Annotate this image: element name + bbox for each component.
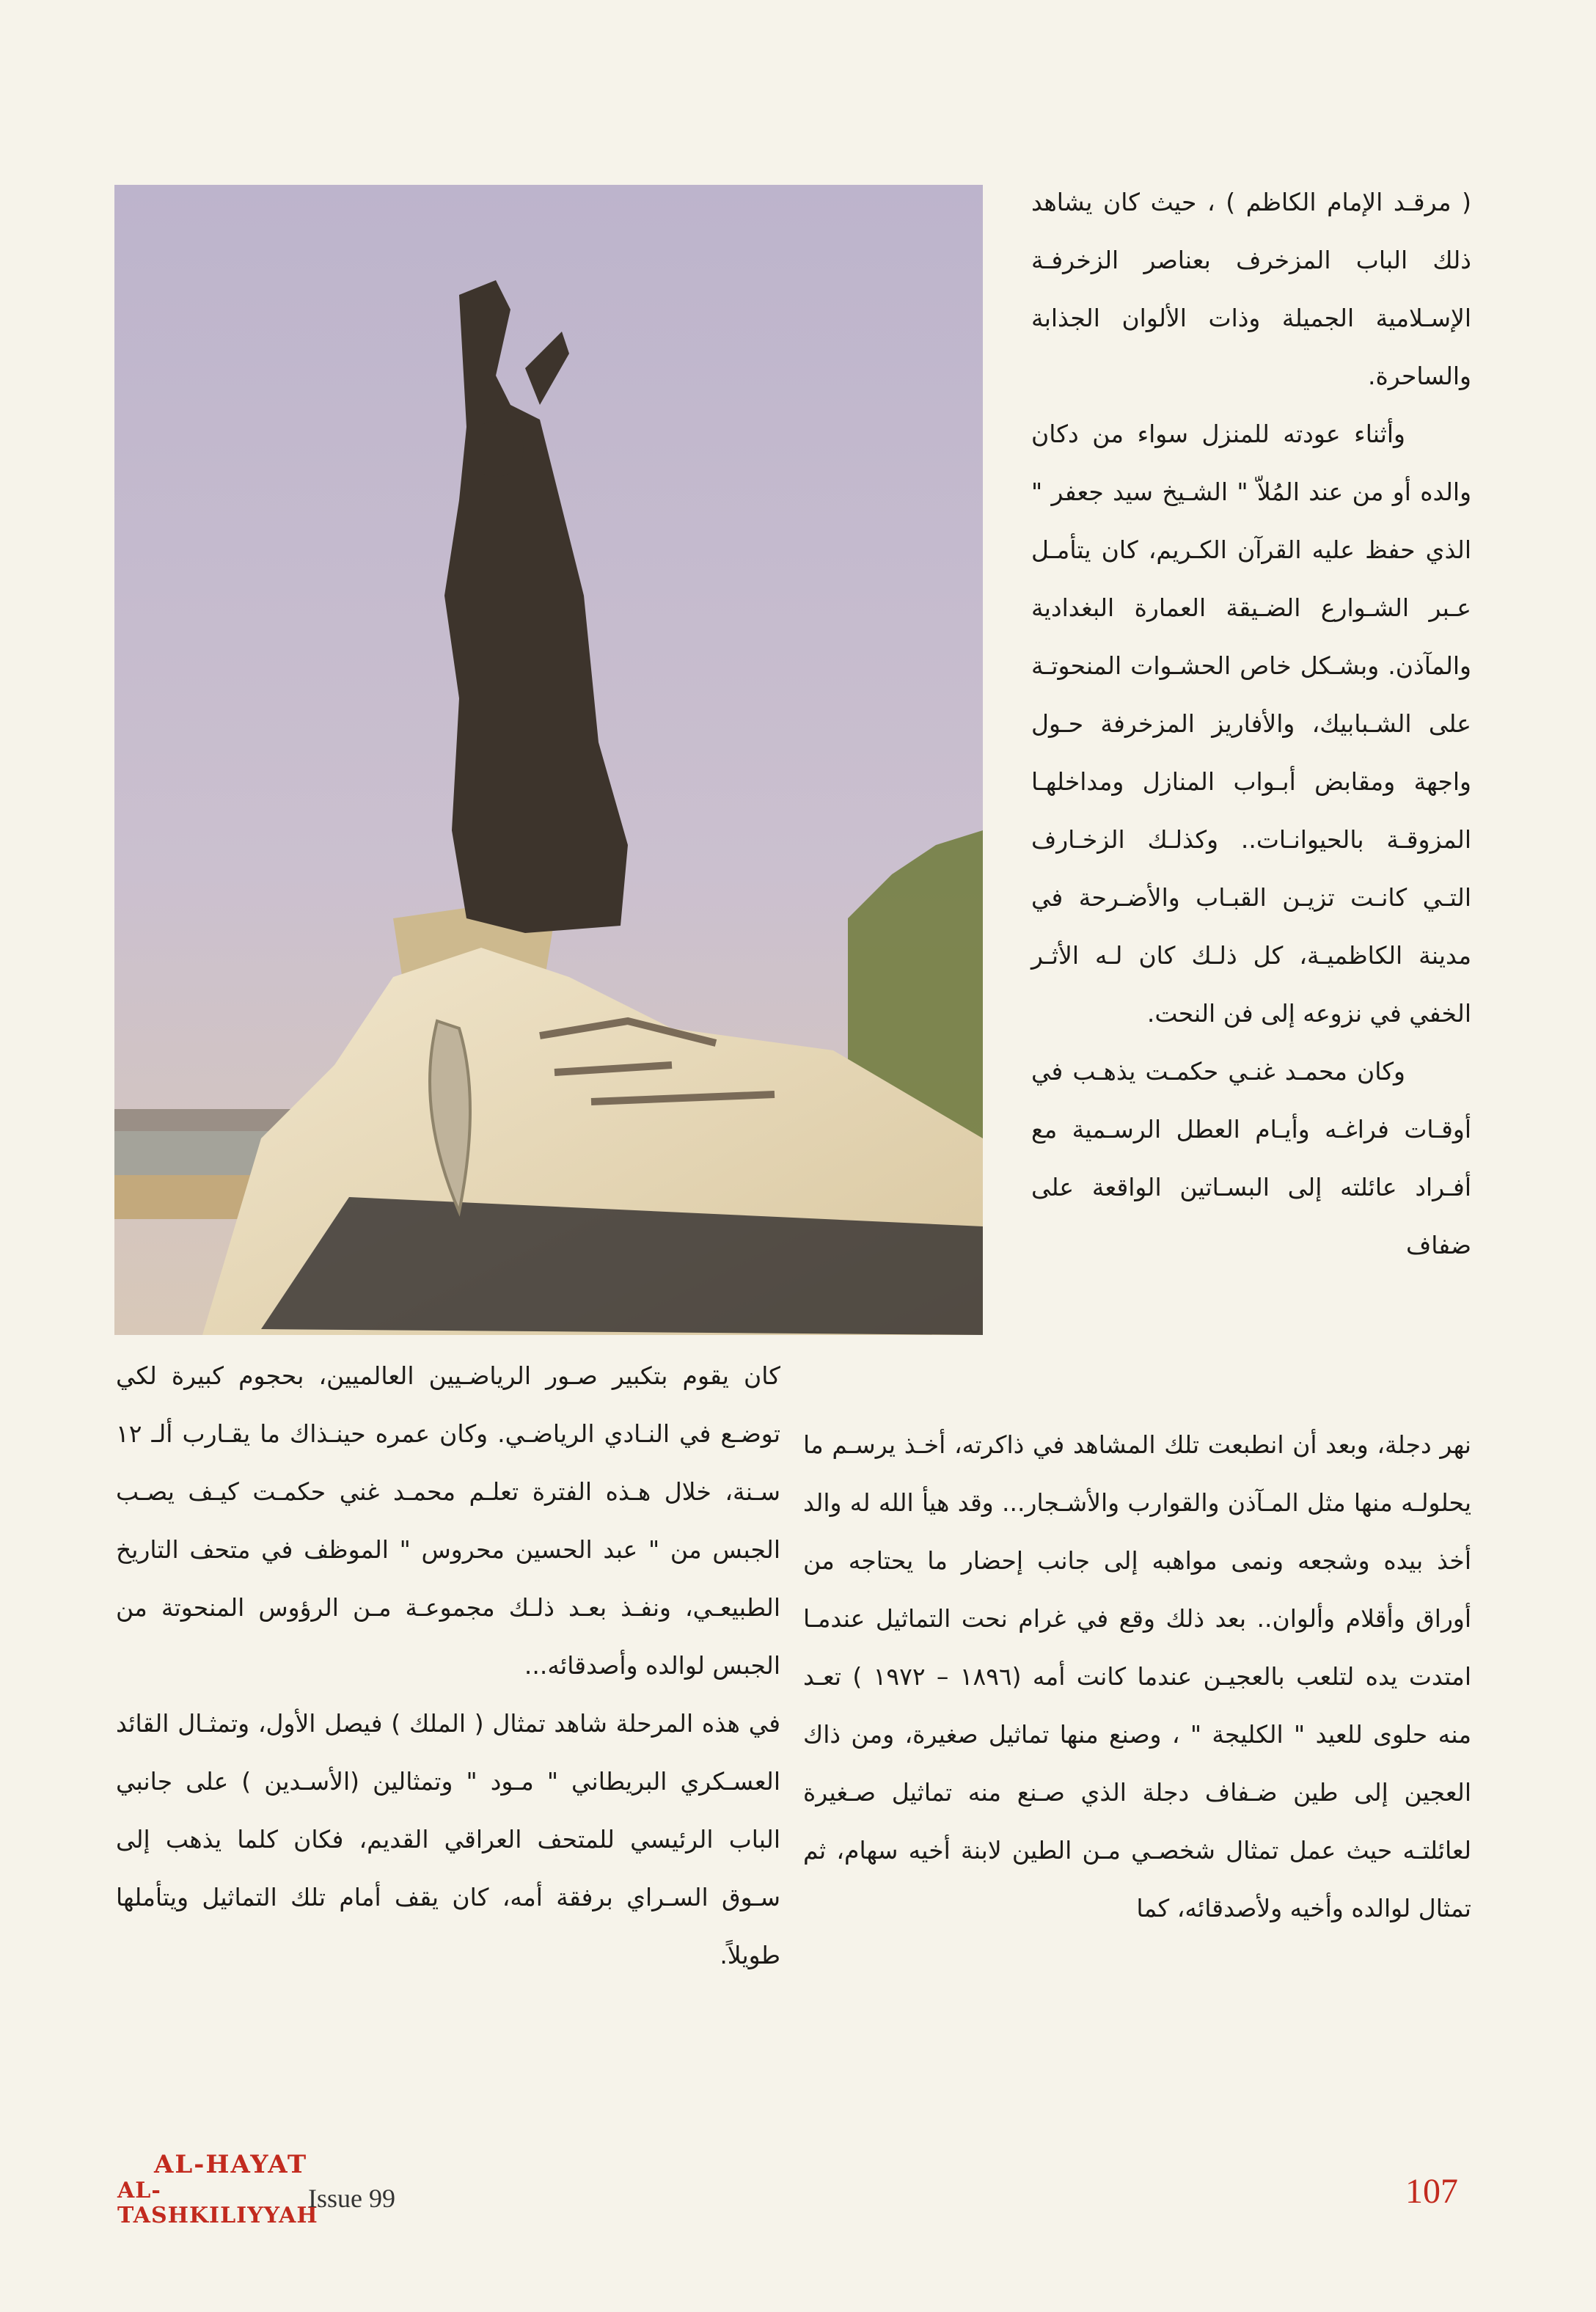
paragraph: في هذه المرحلة شاهد تمثال ( الملك ) فيصل الأول، وتمثـال القائد العسـكري البريطاني " مـود " وتمثالين (الأسـدين ) على جانبي الباب الرئيسي للمتحف العراقي القديم، فكان كلما يذهب إلى سـوق السـراي برفقة أمه، كان يقف أمام تلك التماثيل ويتأملها طويلاً. <box>116 1709 780 1969</box>
paragraph: كان يقوم بتكبير صـور الرياضـيين العالميين، بحجوم كبيرة لكي توضـع في النـادي الرياضـي. وكان عمره حينـذاك ما يقـارب ألـ ١٢ سـنة، خلال هـذه الفترة تعلـم محمـد غني حكمـت كيـف يصـب الجبس من " عبد الحسين محروس " الموظف في متحف التاريخ الطبيعـي، ونفـذ بعـد ذلـك مجموعـة مـن الرؤوس المنحوتة من الجبس لوالده وأصدقائه... <box>116 1361 780 1680</box>
statue-illustration <box>114 185 983 1335</box>
paragraph: نهر دجلة، وبعد أن انطبعت تلك المشاهد في ذاكرته، أخـذ يرسـم ما يحلولـه منها مثل المـآذن والقوارب والأشـجار... وقد هيأ الله له والد أخذ بيده وشجعه ونمى مواهبه إلى جانب إحضار ما يحتاجه من أوراق وأقلام وألوان.. بعد ذلك وقع في غرام نحت التماثيل عندمـا امتدت يده لتلعب بالعجيـن عندما كانت أمه (١٨٩٦ – ١٩٧٢ ) تعـد منه حلوى للعيد " الكليجة " ، وصنع منها تماثيل صغيرة، ومن ذاك العجين إلى طين ضـفاف دجلة الذي صـنع منه تماثيل صـغيرة لعائلتـه حيث عمل تمثال شخصـي مـن الطين لابنة أخيه سهام، ثم تمثال لوالده وأخيه ولأصدقائه، كما <box>803 1430 1472 1923</box>
article-column-left <box>116 1347 780 1984</box>
paragraph: ( مرقـد الإمام الكاظم ) ، حيث كان يشاهد ذلك الباب المزخرف بعناصر الزخرفـة الإسـلامية الجميلة وذات الألوان الجذابة والساحرة. <box>1031 188 1471 390</box>
paragraph: وأثناء عودته للمنزل سواء من دكان والده أو من عند المُلاّ " الشـيخ سيد جعفر " الذي حفظ عليه القرآن الكـريم، كان يتأمـل عـبر الشـوارع الضـيقة العمارة البغدادية والمآذن. وبشـكل خاص الحشـوات المنحوتـة على الشـبابيك، والأفاريز المزخرفة حـول واجهة ومقابض أبـواب المنازل ومداخلهـا المزوقـة بالحيوانـات.. وكذلـك الزخـارف التـي كانـت تزيـن القبـاب والأضـرحة في مدينة الكاظميـة، كل ذلـك كان لـه الأثـر الخفي في نزوعه إلى فن النحت. <box>1031 420 1471 1028</box>
page-number: 107 <box>1405 2172 1458 2211</box>
issue-label: Issue 99 <box>308 2184 395 2213</box>
article-column-right <box>1031 173 1471 1274</box>
logo-line-2: AL-TASHKILIYYAH <box>117 2178 318 2228</box>
paragraph: وكان محمـد غنـي حكمـت يذهـب في أوقـات فراغـه وأيـام العطل الرسـمية مع أفـراد عائلته إلى البسـاتين الواقعة على ضفاف <box>1031 1057 1471 1259</box>
statue-head <box>468 421 524 477</box>
magazine-logo <box>117 2151 337 2228</box>
statue-photo <box>114 185 983 1335</box>
logo-line-1: AL-HAYAT <box>154 2150 308 2179</box>
article-column-right-continued <box>803 1416 1471 1937</box>
